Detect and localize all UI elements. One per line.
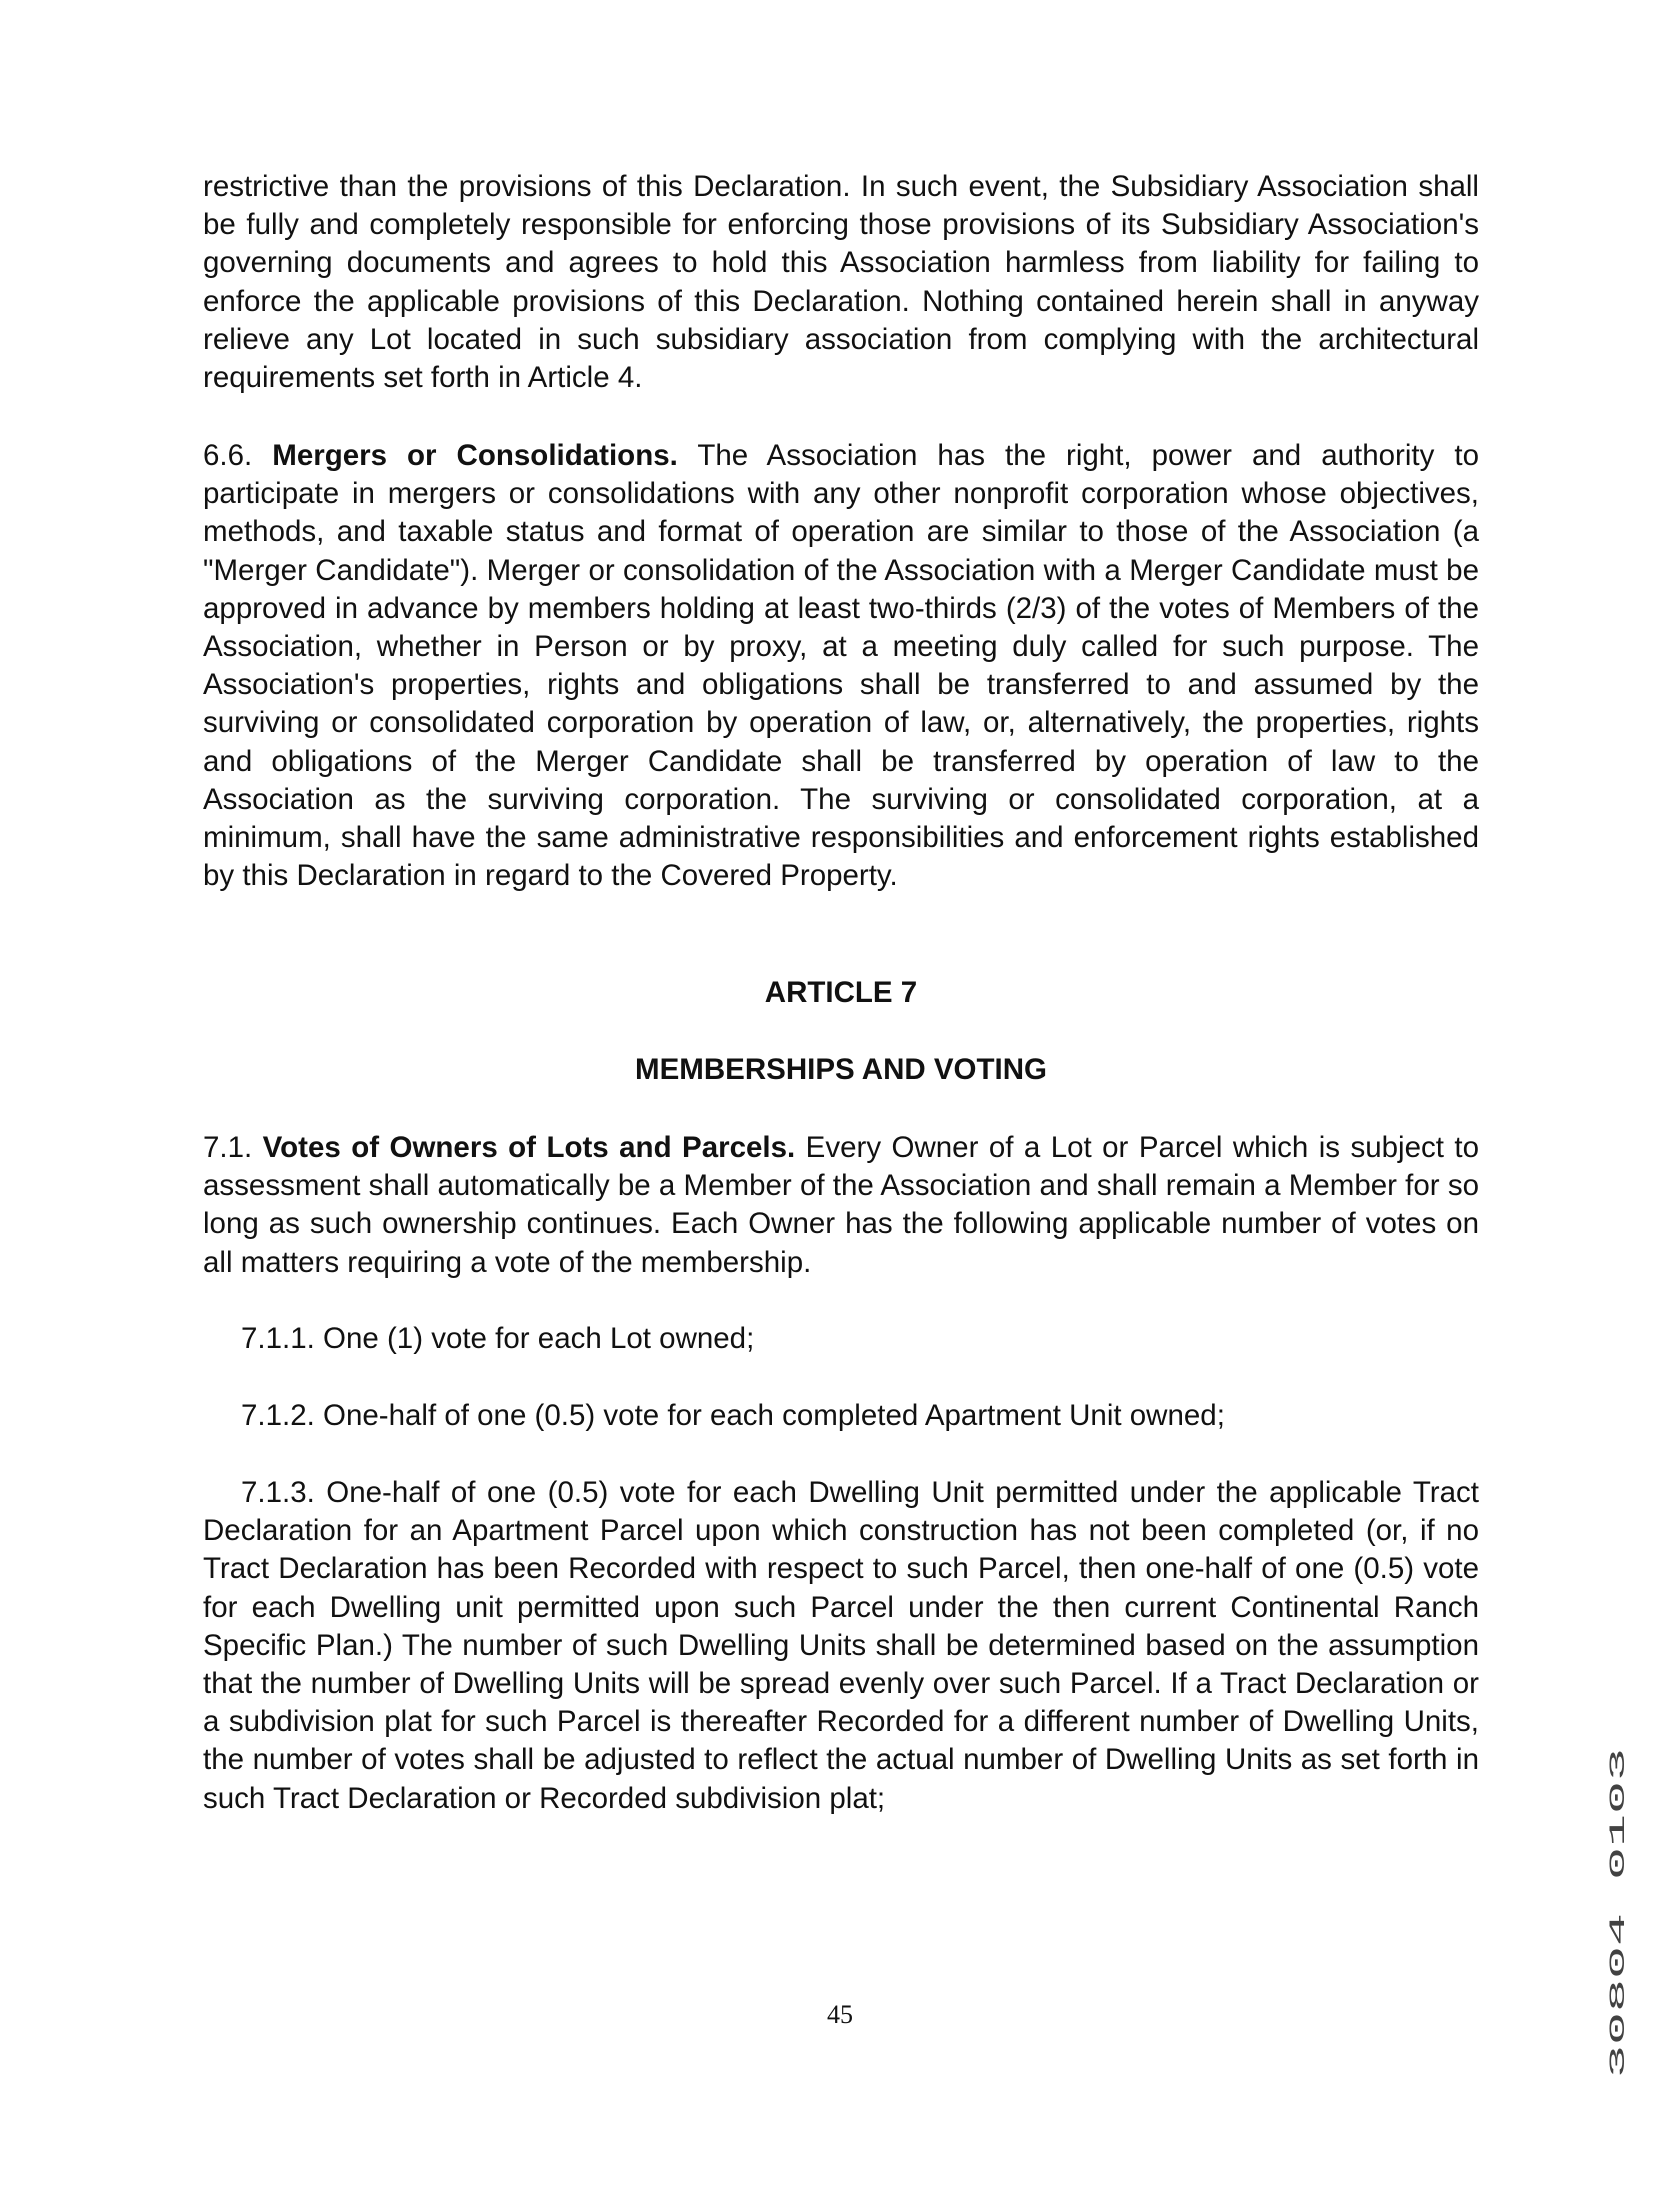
subsection-7-1-1: 7.1.1. One (1) vote for each Lot owned; [241,1322,755,1355]
section-body: Every Owner of a Lot or Parcel which is subject to assessment shall automatically be a Member of the Association and shall remain a Member for so long as such ownership continues. Each Owner has the following applicable number of votes on all matters requiring a vote of the membership. [203,1131,1479,1279]
subsection-7-1-2: 7.1.2. One-half of one (0.5) vote for each completed Apartment Unit owned; [241,1399,1225,1432]
subsection-7-1-3: 7.1.3. One-half of one (0.5) vote for each Dwelling Unit permitted under the applicable Tract Declaration for an Apartment Parcel upon which construction has not been completed (or, if no Tract Declaration has been Recorded with respect to such Parcel, then one-half of one (0.5) vote for each Dwelling unit permitted upon such Parcel under the then current Continental Ranch Specific Plan.) The number of such Dwelling Units shall be determined based on the assumption that the number of Dwelling Units will be spread evenly over such Parcel. If a Tract Declaration or a subdivision plat for such Parcel is thereafter Recorded for a different number of Dwelling Units, the number of votes shall be adjusted to reflect the actual number of Dwelling Units as set forth in such Tract Declaration or Recorded subdivision plat; [203,1476,1479,1815]
section-body: The Association has the right, power and authority to participate in mergers or consolidations with any other nonprofit corporation whose objectives, methods, and taxable status and format of operation are similar to those of the Association (a "Merger Candidate"). Merger or consolidation of the Association with a Merger Candidate must be approved in advance by members holding at least two-thirds (2/3) of the votes of Members of the Association, whether in Person or by proxy, at a meeting duly called for such purpose. The Association's properties, rights and obligations shall be transferred to and assumed by the surviving or consolidated corporation by operation of law, or, alternatively, the properties, rights and obligations of the Merger Candidate shall be transferred by operation of law to the Association as the surviving corporation. The surviving or consolidated corporation, at a minimum, shall have the same administrative responsibilities and enforcement rights established by this Declaration in regard to the Covered Property. [203,439,1479,893]
section-6-6-mergers [203,437,1479,895]
section-number: 7.1. [203,1131,253,1164]
section-title: Mergers or Consolidations. [272,439,678,472]
paragraph-subsidiary-association: restrictive than the provisions of this Declaration. In such event, the Subsidiary Association shall be fully and completely responsible for enforcing those provisions of its Subsidiary Association's governing documents and agrees to hold this Association harmless from liability for failing to enforce the applicable provisions of this Declaration. Nothing contained herein shall in anyway relieve any Lot located in such subsidiary association from complying with the architectural requirements set forth in Article 4. [203,170,1479,395]
article-title: MEMBERSHIPS AND VOTING [635,1053,1047,1086]
page-number: 45 [827,2000,853,2029]
section-title: Votes of Owners of Lots and Parcels. [262,1131,796,1164]
section-number: 6.6. [203,439,253,472]
recording-stamp-text: 30804 0103 [1606,1945,1631,2078]
article-heading: ARTICLE 7 [764,976,918,1009]
section-7-1-votes [203,1129,1479,1282]
